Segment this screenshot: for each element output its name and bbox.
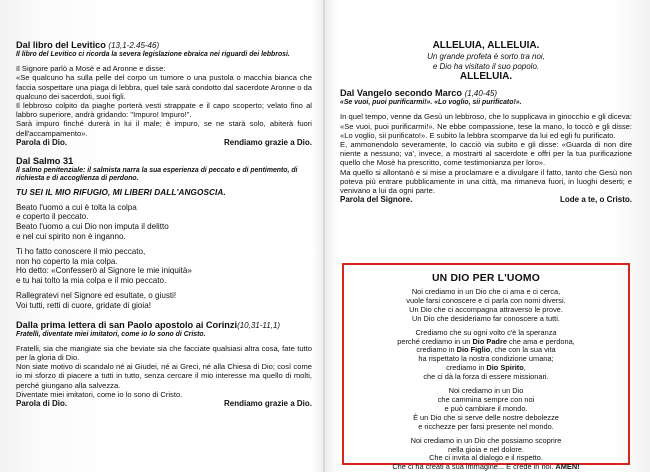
credo-text: che ama e perdona, [506, 336, 575, 346]
vangelo-p1: In quel tempo, venne da Gesù un lebbroso, che lo supplicava in ginocchio e gli diceva: «Se vuoi, puoi purificarmi!». Ne ebbe compassione, tese la mano, lo toccò e gli disse: «Lo voglio, sii purificato!». E subito la lebbra scomparve da lui ed egli fu purificato. [340, 112, 632, 140]
credo-stanza-1 [350, 288, 622, 324]
credo-line: ha rispettato la nostra condizione umana; [418, 354, 554, 364]
credo-line: Che ci invita al dialogo e il rispetto. [429, 453, 543, 463]
levitico-p3: Il lebbroso colpito da piaghe porterà vesti strappate e il capo scoperto; velato fino al labbro superiore, andrà gridando: "Impuro! Impuro!". [16, 101, 312, 120]
credo-stanza-2 [350, 329, 622, 382]
right-column [340, 40, 632, 204]
credo-stanza-4 [350, 437, 622, 472]
salmo-title: Dal Salmo 31 [16, 156, 74, 167]
verse-line: Rallegratevi nel Signore ed esultate, o giusti! [16, 291, 177, 301]
credo-line: Noi crediamo in un Dio [448, 386, 524, 396]
credo-line: Crediamo che su ogni volto c'è la speranza [415, 327, 557, 337]
alleluia-title: ALLELUIA, ALLELUIA. [432, 40, 540, 51]
credo-bold: Dio Padre [472, 336, 507, 346]
vangelo-heading [340, 88, 632, 99]
left-column [16, 40, 312, 408]
levitico-p2: «Se qualcuno ha sulla pelle del corpo un tumore o una pustola o macchia bianca che faccia sospettare una piaga di lebbra, quel tale sarà condotto dal sacerdote Aronne o da qualcuno dei sacerdoti, suoi figli. [16, 73, 312, 101]
levitico-p1: Il Signore parlò a Mosè e ad Aronne e disse: [16, 64, 166, 74]
credo-line: Un Dio che ci accompagna attraverso le prove. [409, 304, 563, 314]
levitico-heading [16, 40, 312, 51]
verse-line: non ho coperto la mia colpa. [16, 256, 118, 266]
vangelo-word: Parola del Signore. [340, 195, 413, 205]
corinzi-ref: (10,31-11,1) [237, 320, 281, 330]
vangelo-p3: Ma quello si allontanò e si mise a proclamare e a divulgare il fatto, tanto che Gesù non poteva più entrare pubblicamente in una città, ma rimaneva fuori, in luoghi deserti; e venivano a lui da ogni parte. [340, 167, 632, 196]
credo-bold: Dio Spirito [486, 363, 524, 373]
salmo-antiphon: TU SEI IL MIO RIFUGIO, MI LIBERI DALL'ANGOSCIA. [16, 188, 226, 198]
vangelo-p2: E, ammonendolo severamente, lo cacciò via subito e gli disse: «Guarda di non dire niente a nessuno; va', invece, a mostrarti al sacerdote e offri per la tua purificazione quello che Mosè ha prescritto, come testimonianza per loro». [340, 140, 632, 168]
credo-box [342, 263, 630, 472]
vangelo-note: «Se vuoi, puoi purificarmi!». «Lo voglio, sii purificato!». [340, 99, 522, 107]
credo-text: , [523, 363, 526, 373]
verse-line: e nel cui spirito non è inganno. [16, 232, 126, 242]
alleluia-line-2: e Dio ha visitato il suo popolo. [432, 61, 540, 71]
corinzi-response: Rendiamo grazie a Dio. [223, 399, 312, 409]
credo-text: crediamo in [446, 363, 487, 373]
verse-line: e tu hai tolto la mia colpa e il mio peccato. [16, 276, 167, 286]
verse-line: Ho detto: «Confesserò al Signore le mie iniquità» [16, 266, 192, 276]
credo-text: crediamo in [416, 345, 457, 355]
credo-text: Che ci ha creati a sua immagine... E crede in noi. [392, 462, 556, 472]
corinzi-title: Dalla prima lettera di san Paolo apostolo ai Corinzi [16, 319, 238, 330]
levitico-note: Il libro del Levitico ci ricorda la severa legislazione ebraica nei riguardi dei lebbrosi. [16, 51, 290, 58]
verse-line: e coperto il peccato. [16, 212, 89, 222]
vangelo-title: Dal Vangelo secondo Marco [340, 88, 463, 99]
credo-text: , che con la sua vita [490, 345, 556, 355]
corinzi-note: Fratelli, diventate miei imitatori, come io lo sono di Cristo. [16, 330, 206, 338]
credo-line: Un Dio che desideriamo far conoscere a tutti. [412, 313, 560, 323]
corinzi-response-row [16, 399, 312, 408]
verse-line: Ti ho fatto conoscere il mio peccato, [16, 246, 146, 256]
verse-line: Voi tutti, retti di cuore, gridate di gioia! [16, 300, 151, 310]
credo-line: e ricchezze per farsi presente nel mondo. [418, 421, 554, 431]
levitico-title: Dal libro del Levitico [16, 40, 106, 50]
credo-title: UN DIO PER L'UOMO [431, 273, 541, 284]
vangelo-response: Lode a te, o Cristo. [559, 195, 632, 205]
credo-line: che ci dà la forza di essere missionari. [423, 372, 549, 382]
credo-stanza-3 [350, 387, 622, 432]
credo-line: Noi crediamo in un Dio che possiamo scoprire [410, 435, 562, 445]
verse-line: Beato l'uomo a cui Dio non imputa il delitto [16, 222, 169, 232]
credo-text: perché crediamo in un [397, 336, 473, 346]
corinzi-word: Parola di Dio. [16, 399, 68, 409]
page-fold [323, 0, 325, 472]
salmo-stanza-3 [16, 291, 312, 311]
verse-line: Beato l'uomo a cui è tolta la colpa [16, 202, 137, 212]
credo-line: che cammina sempre con noi [437, 394, 535, 404]
credo-amen: AMEN! [555, 462, 580, 472]
levitico-word: Parola di Dio. [16, 137, 68, 147]
levitico-p4: Sarà impuro finché durerà in lui il male; è impuro, se ne starà solo, abiterà fuori dell'accampamento». [16, 119, 312, 138]
salmo-stanza-1 [16, 203, 312, 242]
credo-bold: Dio Figlio [456, 345, 491, 355]
salmo-stanza-2 [16, 247, 312, 286]
alleluia-end: ALLELUIA. [459, 71, 513, 83]
credo-line: nella gioia e nel dolore. [447, 444, 524, 454]
credo-line: È un Dio che si serve delle nostre debolezze [413, 412, 559, 422]
levitico-ref: (13,1-2.45-46) [108, 41, 160, 50]
corinzi-p2: Non siate motivo di scandalo né ai Giudei, né ai Greci, né alla Chiesa di Dio; così come io mi sforzo di piacere a tutti in tutto, senza cercare il mio interesse ma quello di molti, perché giungano alla salvezza. [16, 362, 312, 390]
levitico-response-row [16, 138, 312, 147]
corinzi-heading [16, 320, 312, 331]
levitico-response: Rendiamo grazie a Dio. [223, 137, 312, 147]
vangelo-response-row [340, 195, 632, 204]
corinzi-p3: Diventate miei imitatori, come io lo sono di Cristo. [16, 389, 183, 399]
vangelo-ref: (1,40-45) [464, 89, 498, 99]
salmo-note: Il salmo penitenziale: il salmista narra la sua esperienza di peccato e di pentimento, di richiesta e di accoglienza di perdono. [16, 167, 298, 183]
alleluia-line-1: Un grande profeta è sorto tra noi, [427, 52, 545, 61]
corinzi-p1: Fratelli, sia che mangiate sia che beviate sia che facciate qualsiasi altra cosa, fate tutto per la gloria di Dio. [16, 343, 312, 363]
credo-line: vuole farsi conoscere e ci parla con nomi diversi. [406, 295, 566, 305]
credo-line: Noi crediamo in un Dio che ci ama e ci cerca, [411, 287, 561, 296]
credo-line: e può cambiare il mondo. [444, 403, 528, 413]
credo-line [350, 463, 622, 472]
